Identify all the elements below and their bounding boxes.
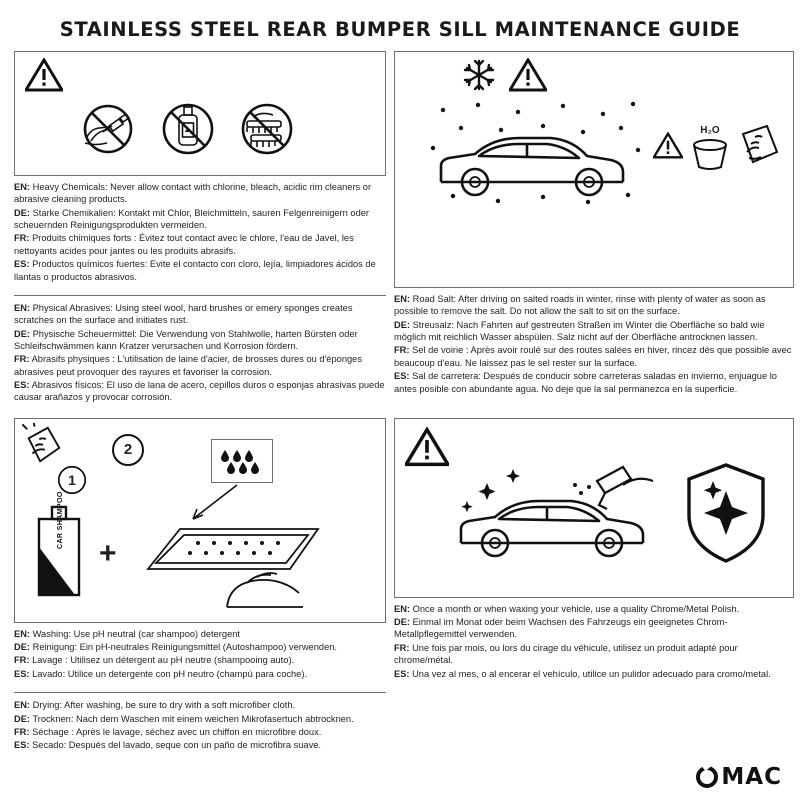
line-text: Una vez al mes, o al encerar el vehículo, utilice un pulidor adecuado para cromo/metal. [412,668,771,679]
chemicals-line-es [14,258,386,283]
washing-line-fr [14,654,386,666]
lang-label: ES: [14,668,30,679]
snowflake-icon [463,58,495,97]
line-text: Produits chimiques forts : Évitez tout contact avec le chlore, l'eau de Javel, les nettoyants acides pour jantes ou les produits abrasifs. [14,233,354,256]
lang-label: ES: [14,740,30,751]
chemicals-line-fr [14,232,386,257]
line-text: Physical Abrasives: Using steel wool, hard brushes or emery sponges creates scratches on the surface and initiates rust. [14,302,353,326]
abrasives-text [14,302,386,405]
road-salt-line-de [394,319,794,344]
warning-triangle-icon [509,58,547,97]
line-text: Physische Scheuermittel: Die Verwendung von Stahlwolle, harten Bürsten oder Schleifschwämmen kann Kratzer verursachen und Korrosion fördern. [14,328,358,351]
page-title: STAINLESS STEEL REAR BUMPER SILL MAINTENANCE GUIDE [59,18,741,41]
line-text: Productos químicos fuertes: Evite el contacto con cloro, lejía, limpiadores ácidos de llantas o productos abrasivos. [14,259,376,282]
line-text: Lavado: Utilice un detergente con pH neutro (champú para coche). [32,668,308,679]
chemicals-icon-panel [14,51,386,176]
washing-line-de [14,641,386,653]
warning-triangle-icon [25,58,377,97]
shield-shine-icon [683,461,769,570]
lang-label: FR: [14,233,30,244]
step-two-number: 2 [123,441,133,459]
prohibited-products-row [23,99,377,164]
line-text: Road Salt: After driving on salted roads in winter, rinse with plenty of water as soon as possible to remove the salt. Do not allow the salt to sit on the surface. [394,294,766,317]
drying-text [14,699,386,752]
lang-label: EN: [14,182,31,192]
line-text: Einmal im Monat oder beim Wachsen des Fahrzeugs ein geeignetes Chrom-Metallpflegemittel verwenden. [394,617,728,640]
line-text: Sel de voirie : Après avoir roulé sur des routes salées en hiver, rincez dès que possible avec beaucoup d'eau. Ne laissez pas le sel rester sur la surface. [394,345,792,368]
lang-label: ES: [394,371,410,382]
line-text: Washing: Use pH neutral (car shampoo) detergent [32,628,240,639]
shampoo-label: CAR SHAMPOO [57,491,64,549]
line-text: Lavage : Utilisez un détergent au pH neutre (shampooing auto). [32,655,295,666]
lang-label: FR: [14,726,30,737]
step-one-number: 1 [68,471,76,488]
step-badge-two [111,433,145,472]
shampoo-bottle-icon [29,491,89,606]
road-salt-line-es [394,370,794,395]
polish-line-en [394,603,794,615]
content-grid [14,51,792,760]
water-drops-icon [211,439,273,483]
brand-logo [696,764,782,790]
drying-line-fr [14,726,386,738]
lang-label: ES: [394,668,410,679]
line-text: Heavy Chemicals: Never allow contact with chlorine, bleach, acidic rim cleaners or abrasive cleaning products. [14,182,372,205]
rinse-instruction-group [653,122,783,173]
omac-o-icon [696,766,718,788]
abrasives-line-fr [14,353,386,378]
line-text: Starke Chemikalien: Kontakt mit Chlor, Bleichmitteln, sauren Felgenreinigern oder scheuernden Reinigungsprodukten vermeiden. [14,207,370,231]
line-text: Sal de carretera: Después de conducir sobre carreteras saladas en invierno, enjuague lo antes posible con abundante agua. No deje que la sal permanezca en la superficie. [394,371,777,394]
lang-label: FR: [14,354,30,365]
hand-cloth-icon [737,122,783,173]
line-text: Streusalz: Nach Fahrten auf gestreuten Straßen im Winter die Oberfläche so bald wie möglich mit reichlich Wasser abspülen. Salz nicht auf der Oberfläche antrocknen lassen. [394,319,765,343]
line-text: Une fois par mois, ou lors du cirage du véhicule, utilisez un produit adapté pour chrome/métal. [394,642,738,666]
line-text: Abrasivos físicos: El uso de lana de acero, cepillos duros o esponjas abrasivas puede causar arañazos y provocar corrosión. [14,380,385,403]
line-text: Séchage : Après le lavage, séchez avec un chiffon en microfibre doux. [32,726,322,737]
no-brushes-icon [233,99,303,164]
lang-label: EN: [14,628,31,639]
washing-line-en [14,628,386,640]
snow-warning-row [403,58,785,97]
lang-label: EN: [14,302,31,313]
right-column [394,51,794,412]
no-spray-bottle-hands-icon [73,99,143,164]
abrasives-line-de [14,328,386,353]
lang-label: ES: [14,259,30,270]
chemicals-text [14,181,386,284]
abrasives-line-en [14,302,386,327]
line-text: Trocknen: Nach dem Waschen mit einem weichen Mikrofasertuch abtrocknen. [32,713,354,724]
car-polish-icon [447,461,667,586]
road-salt-text [394,293,794,396]
warning-triangle-icon [405,427,449,472]
lang-label: FR: [394,345,410,356]
road-salt-line-fr [394,344,794,369]
hand-wiping-icon [213,555,333,620]
line-text: Drying: After washing, be sure to dry with a soft microfiber cloth. [32,700,296,711]
washing-text [14,628,386,681]
chemicals-line-de [14,207,386,232]
divider [14,295,386,296]
chemicals-line-en [14,181,386,206]
brand-text: MAC [721,764,782,790]
car-in-snow-icon [423,100,653,225]
plus-sign: + [99,536,117,570]
lang-label: EN: [14,700,31,711]
line-text: Once a month or when waxing your vehicle, use a quality Chrome/Metal Polish. [412,603,740,614]
drying-line-de [14,713,386,725]
road-salt-icon-panel [394,51,794,288]
washing-column [14,418,386,760]
polish-icon-panel [394,418,794,598]
lang-label: EN: [394,294,411,304]
line-text: Secado: Después del lavado, seque con un paño de microfibra suave. [32,740,322,751]
washing-icon-panel [14,418,386,623]
bucket-water-icon [689,125,731,171]
divider [14,692,386,693]
lang-label: DE: [394,617,411,628]
line-text: Reinigung: Ein pH-neutrales Reinigungsmittel (Autoshampoo) verwenden. [32,642,337,653]
road-salt-line-en [394,293,794,318]
polish-text [394,603,794,681]
lang-label: FR: [14,655,30,666]
line-text: Abrasifs physiques : L'utilisation de laine d'acier, de brosses dures ou d'éponges abrasives peut provoquer des rayures et favoriser la corrosion. [14,354,362,377]
lang-label: DE: [14,713,31,724]
lang-label: ES: [14,380,30,391]
lang-label: DE: [394,319,411,330]
lang-label: DE: [14,207,31,218]
lang-label: FR: [394,642,410,653]
drying-line-en [14,699,386,711]
abrasives-line-es [14,379,386,404]
left-column [14,51,386,412]
washing-line-es [14,668,386,680]
lang-label: DE: [14,328,31,339]
drying-line-es [14,739,386,751]
polish-line-fr [394,642,794,667]
lang-label: DE: [14,642,31,653]
polish-line-es [394,668,794,680]
polish-line-de [394,616,794,641]
h2o-label: H₂O [700,124,720,136]
no-chemical-bottle-icon [159,99,217,164]
lang-label: EN: [394,603,411,614]
warning-triangle-icon [653,132,683,164]
polish-column [394,418,794,760]
